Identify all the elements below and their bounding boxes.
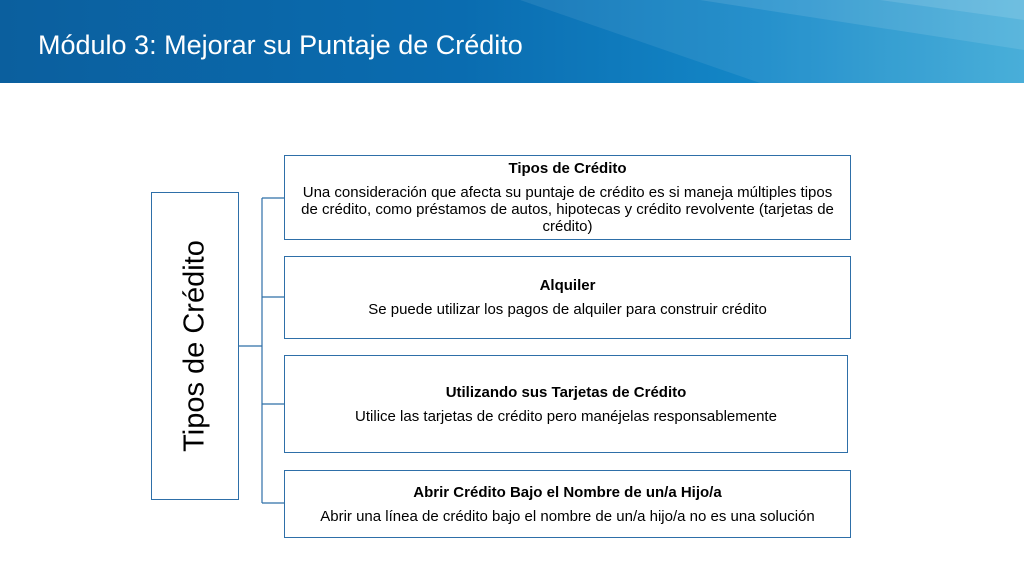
branch-node-description: Abrir una línea de crédito bajo el nombre de un/a hijo/a no es una solución: [320, 507, 815, 525]
branch-node-title: Abrir Crédito Bajo el Nombre de un/a Hijo/a: [413, 483, 722, 501]
branch-node-using-cards: [284, 355, 848, 453]
root-node-label: Tipos de Crédito: [178, 240, 211, 452]
branch-node-description: Una consideración que afecta su puntaje de crédito es si maneja múltiples tipos de crédito, como préstamos de autos, hipotecas y crédito revolvente (tarjetas de crédito): [301, 184, 834, 235]
branch-node-child-credit: [284, 470, 851, 538]
branch-node-title: Alquiler: [539, 277, 596, 294]
branch-node-title: Utilizando sus Tarjetas de Crédito: [445, 383, 687, 401]
branch-node-description: Utilice las tarjetas de crédito pero manéjelas responsablemente: [355, 407, 777, 425]
slide-title: Módulo 3: Mejorar su Puntaje de Crédito: [38, 30, 523, 60]
branch-node-credit-types: [284, 155, 851, 240]
branch-node-description: Se puede utilizar los pagos de alquiler para construir crédito: [368, 301, 767, 318]
root-node: [151, 192, 239, 500]
branch-node-rent: [284, 256, 851, 339]
branch-node-title: Tipos de Crédito: [508, 160, 627, 177]
